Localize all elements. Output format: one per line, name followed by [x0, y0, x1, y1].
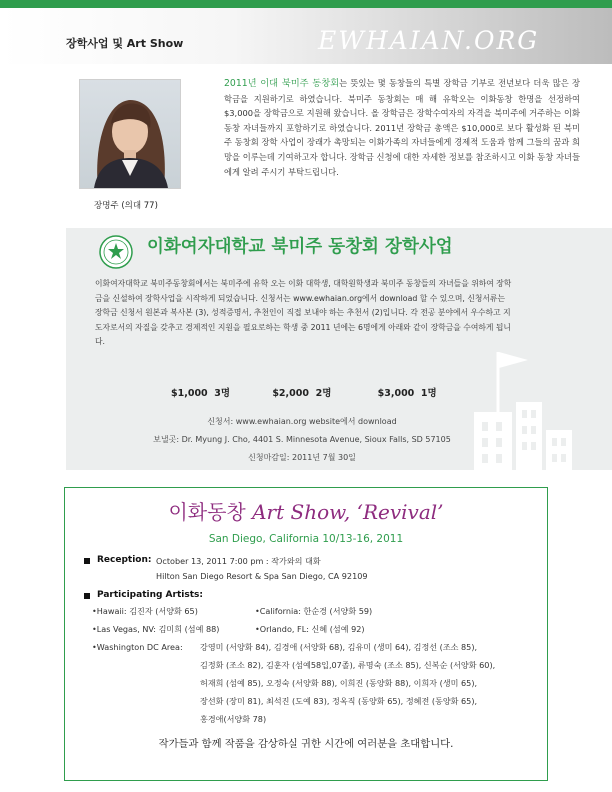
dc-artist-line: 장선화 (장미 81), 최석진 (도예 83), 정옥직 (동양화 65), 정혜전 (동양화 65),: [200, 696, 478, 706]
award-amount: $2,000: [272, 388, 309, 399]
intro-highlight: 2011년 이대 북미주 동창회: [224, 78, 340, 89]
award-list: [171, 385, 437, 399]
city-buildings-flag-icon: [470, 350, 612, 470]
award-item: [272, 385, 374, 399]
dc-area-label: •Washington DC Area:: [92, 642, 183, 652]
award-count: 3명: [214, 388, 231, 399]
closing-invitation: 작가들과 함께 작품을 감상하실 귀한 시간에 여러분을 초대합니다.: [158, 738, 454, 750]
award-amount: $1,000: [171, 388, 208, 399]
art-show-title: [66, 496, 546, 525]
reception-label: Reception:: [97, 555, 152, 565]
bullet-icon: [84, 593, 90, 599]
header-accent-bar: [0, 0, 612, 8]
scholarship-body: 이화여자대학교 북미주동창회에서는 북미주에 유학 오는 이화 대학생, 대학원학생과 북미주 동창들의 자녀들을 위하여 장학금을 신설하여 장학사업을 시작하게 되었습니다. 신청서는 www.ewhaian.org에서 download 할 수 있으며, 신청서류는 장학금 신청서 원본과 복사본 (3), 성적증명서, 추천인이 직접 보내야 하는 추천서 (2)입니다. 각 전공 분야에서 우수하고 지도자로서의 자질을 갖추고 경제적인 지원을 필요로하는 학생 중 2011 년에는 6명에게 아래와 같이 장학금을 수여하게 됩니다.: [95, 279, 512, 347]
art-show-subtitle: San Diego, California 10/13-16, 2011: [208, 533, 404, 545]
art-show-title-ko: 이화동창: [168, 500, 246, 524]
portrait-caption: 장명주 (의대 77): [94, 201, 158, 211]
intro-body: 는 뜻있는 몇 동창들의 특별 장학금 기부로 전년보다 더욱 많은 장학금을 지원하기로 하였습니다. 북미주 동창회는 매 해 유학오는 이화동창 한명을 선정하여 $3,000을 장학금으로 지원해 왔습니다. 올 장학금은 장학수여자의 자격을 북미주에 거주하는 이화동창 자녀들까지 포함하기로 하였습니다. 2011년 장학금 총액은 $10,000로 보다 활성화 된 북미주 동창회 장학 사업이 장래가 촉망되는 이화가족의 자녀들에게 경제적 도움과 함께 그들의 꿈과 희망을 이루는데 기여하고자 합니다. 장학금 신청에 대한 자세한 정보를 참조하시고 이화 동창 자녀들에게 알려 주시기 부탁드립니다.: [224, 78, 580, 177]
dc-artist-line: 허재희 (섬예 85), 오정숙 (서양화 88), 이희진 (동양화 88), 이희자 (생미 65),: [200, 678, 478, 688]
university-seal-icon: [99, 235, 133, 269]
award-amount: $3,000: [377, 388, 415, 399]
scholarship-title: 이화여자대학교 북미주 동창회 장학사업: [147, 237, 453, 257]
award-item: [171, 385, 269, 399]
reception-time: October 13, 2011 7:00 pm : 작가와의 대화: [156, 556, 321, 566]
dc-artist-line: 김정화 (조소 82), 김훈자 (섬예58입,07졸), 류명숙 (조소 85), 신복순 (서양화 60),: [200, 660, 496, 670]
mailing-address: 보낼곳: Dr. Myung J. Cho, 4401 S. Minnesota Avenue, Sioux Falls, SD 57105: [153, 435, 451, 444]
artist-orlando: •Orlando, FL: 신혜 (섬예 92): [255, 624, 365, 634]
person-portrait-icon: [80, 80, 180, 188]
artist-california: •California: 한순경 (서양화 59): [255, 606, 373, 616]
award-count: 1명: [420, 388, 437, 399]
dc-artist-line: 강영미 (서양화 84), 김경애 (서양화 68), 김유미 (생미 64), 김정선 (조소 85),: [200, 642, 478, 652]
intro-paragraph: [224, 76, 580, 179]
dc-artist-line: 홍경애(서양화 78): [200, 714, 267, 724]
section-label: 장학사업 및 Art Show: [66, 37, 184, 50]
application-source: 신청서: www.ewhaian.org website에서 download: [207, 417, 397, 426]
bullet-icon: [84, 558, 90, 564]
application-deadline: 신청마감일: 2011년 7월 30일: [248, 453, 356, 462]
award-count: 2명: [315, 388, 332, 399]
art-show-title-en: Art Show, ‘Revival’: [252, 500, 444, 524]
portrait-photo: [79, 79, 181, 189]
participants-label: Participating Artists:: [97, 590, 203, 600]
site-wordmark: EWHAIAN.ORG: [318, 26, 540, 55]
artist-las-vegas: •Las Vegas, NV: 김미희 (섬예 88): [92, 624, 220, 634]
artist-hawaii: •Hawaii: 김진자 (서양화 65): [92, 606, 198, 616]
reception-venue: Hilton San Diego Resort & Spa San Diego, CA 92109: [156, 571, 368, 581]
award-item: [378, 385, 437, 399]
